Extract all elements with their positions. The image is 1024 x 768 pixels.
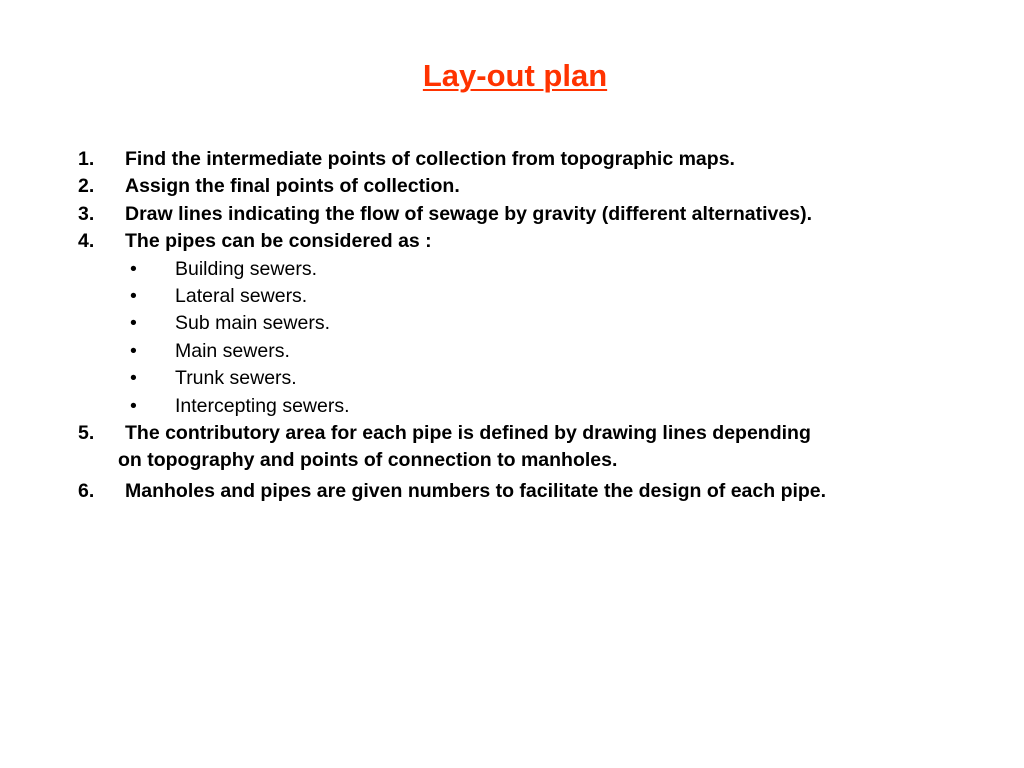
bullet-icon: • xyxy=(130,312,137,335)
list-item-number: 6. xyxy=(78,479,95,502)
list-item-6 xyxy=(78,478,998,505)
list-item-4 xyxy=(78,228,998,255)
list-item-1 xyxy=(78,146,998,173)
list-item-5-continuation xyxy=(78,447,998,474)
pipe-type-sub-main xyxy=(78,310,998,337)
list-item-2 xyxy=(78,173,998,200)
pipe-type-text: Trunk sewers. xyxy=(175,367,297,390)
list-item-text: The pipes can be considered as : xyxy=(125,230,432,253)
list-item-5 xyxy=(78,420,998,447)
list-item-text: Manholes and pipes are given numbers to facilitate the design of each pipe. xyxy=(125,479,827,502)
bullet-icon: • xyxy=(130,339,137,362)
list-item-3 xyxy=(78,201,998,228)
list-item-number: 1. xyxy=(78,148,95,170)
list-item-number: 2. xyxy=(78,175,95,198)
pipe-type-lateral xyxy=(78,283,998,310)
pipe-type-trunk xyxy=(78,365,998,392)
list-item-text: The contributory area for each pipe is defined by drawing lines depending xyxy=(125,421,811,444)
pipe-type-text: Intercepting sewers. xyxy=(175,394,350,417)
pipe-type-building xyxy=(78,256,998,283)
list-item-number: 3. xyxy=(78,202,95,225)
slide-content xyxy=(78,146,998,505)
bullet-icon: • xyxy=(130,284,137,307)
list-item-text: Assign the final points of collection. xyxy=(125,175,460,198)
list-item-text: Find the intermediate points of collection from topographic maps. xyxy=(125,148,735,170)
list-item-text: on topography and points of connection to manholes. xyxy=(118,449,618,472)
list-item-number: 5. xyxy=(78,421,95,444)
slide-title: Lay-out plan xyxy=(422,58,608,93)
list-item-text: Draw lines indicating the flow of sewage by gravity (different alternatives). xyxy=(125,202,812,225)
pipe-type-text: Sub main sewers. xyxy=(175,312,330,335)
pipe-type-text: Main sewers. xyxy=(175,339,290,362)
pipe-type-text: Building sewers. xyxy=(175,257,317,280)
pipe-type-intercepting xyxy=(78,393,998,420)
list-item-number: 4. xyxy=(78,230,95,253)
pipe-type-main xyxy=(78,338,998,365)
bullet-icon: • xyxy=(130,367,137,390)
pipe-type-text: Lateral sewers. xyxy=(175,284,308,307)
bullet-icon: • xyxy=(130,394,137,417)
bullet-icon: • xyxy=(130,257,137,280)
